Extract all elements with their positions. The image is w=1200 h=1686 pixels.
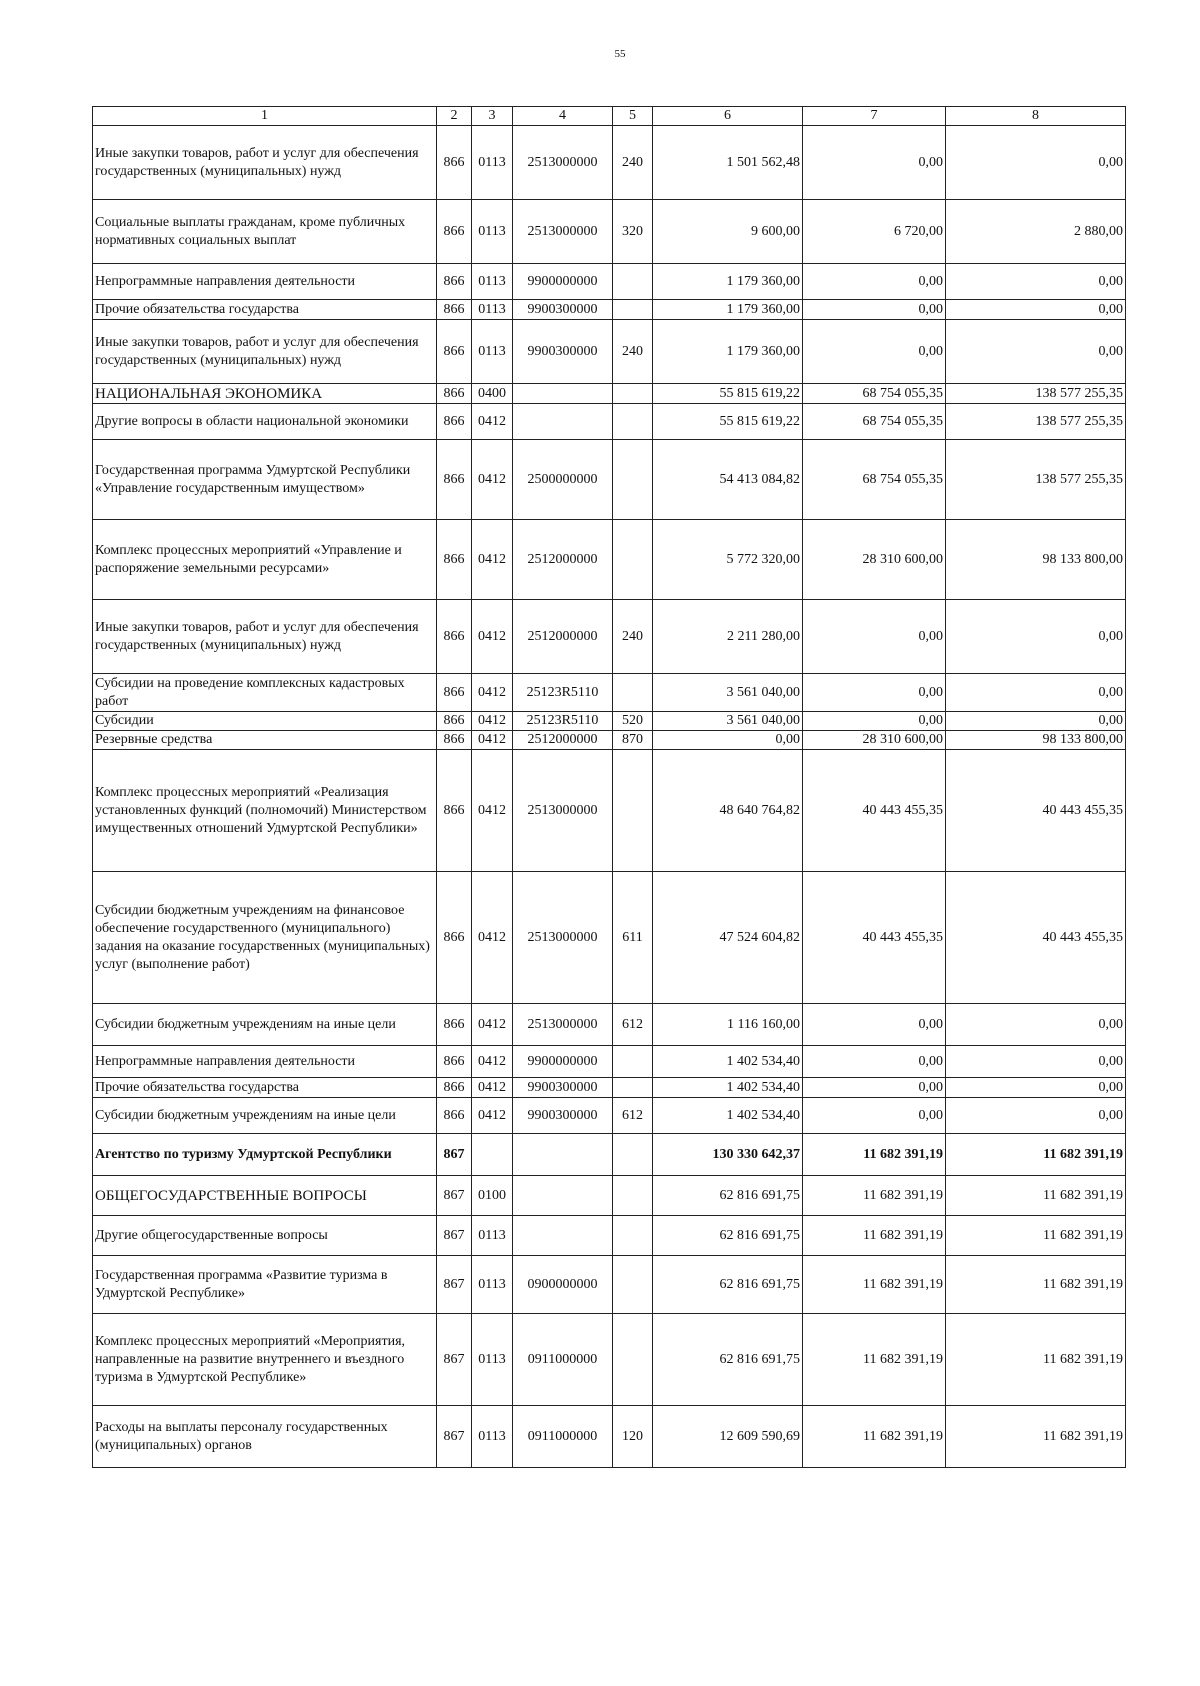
cell-expense-type: [613, 1314, 653, 1406]
cell-department-code: 866: [437, 300, 472, 320]
cell-amount-1: 130 330 642,37: [653, 1134, 803, 1176]
cell-amount-1: 1 402 534,40: [653, 1078, 803, 1098]
cell-amount-1: 3 561 040,00: [653, 674, 803, 712]
cell-amount-1: 3 561 040,00: [653, 712, 803, 731]
cell-section-code: 0412: [472, 731, 513, 750]
cell-amount-1: 9 600,00: [653, 200, 803, 264]
header-col-2: 2: [437, 107, 472, 126]
cell-section-code: 0113: [472, 1314, 513, 1406]
cell-section-code: 0412: [472, 1046, 513, 1078]
cell-amount-3: 11 682 391,19: [946, 1134, 1126, 1176]
cell-expense-name: Государственная программа Удмуртской Республики «Управление государственным имуществом»: [93, 440, 437, 520]
cell-section-code: [472, 1134, 513, 1176]
cell-amount-3: 0,00: [946, 126, 1126, 200]
cell-amount-3: 0,00: [946, 320, 1126, 384]
table-row: [93, 384, 1126, 404]
cell-amount-2: 11 682 391,19: [803, 1216, 946, 1256]
table-row: [93, 264, 1126, 300]
cell-amount-3: 11 682 391,19: [946, 1406, 1126, 1468]
cell-expense-name: Социальные выплаты гражданам, кроме публичных нормативных социальных выплат: [93, 200, 437, 264]
cell-amount-3: 138 577 255,35: [946, 384, 1126, 404]
cell-amount-3: 0,00: [946, 1098, 1126, 1134]
cell-target-article: 2512000000: [513, 731, 613, 750]
cell-section-code: 0113: [472, 300, 513, 320]
cell-expense-name: НАЦИОНАЛЬНАЯ ЭКОНОМИКА: [93, 384, 437, 404]
cell-target-article: 2513000000: [513, 750, 613, 872]
cell-amount-1: 62 816 691,75: [653, 1314, 803, 1406]
cell-amount-2: 28 310 600,00: [803, 520, 946, 600]
cell-expense-type: 240: [613, 600, 653, 674]
cell-amount-1: 12 609 590,69: [653, 1406, 803, 1468]
cell-amount-2: 11 682 391,19: [803, 1406, 946, 1468]
cell-section-code: 0113: [472, 1216, 513, 1256]
cell-amount-3: 0,00: [946, 1078, 1126, 1098]
cell-expense-type: 320: [613, 200, 653, 264]
cell-expense-name: Иные закупки товаров, работ и услуг для обеспечения государственных (муниципальных) нужд: [93, 126, 437, 200]
cell-expense-type: [613, 384, 653, 404]
table-row: [93, 1314, 1126, 1406]
cell-amount-3: 2 880,00: [946, 200, 1126, 264]
cell-amount-1: 1 179 360,00: [653, 320, 803, 384]
cell-target-article: 2512000000: [513, 520, 613, 600]
cell-amount-3: 0,00: [946, 1004, 1126, 1046]
cell-department-code: 866: [437, 731, 472, 750]
cell-amount-2: 6 720,00: [803, 200, 946, 264]
cell-amount-1: 48 640 764,82: [653, 750, 803, 872]
cell-expense-type: [613, 1176, 653, 1216]
cell-department-code: 867: [437, 1134, 472, 1176]
cell-amount-3: 0,00: [946, 264, 1126, 300]
cell-amount-1: 1 179 360,00: [653, 300, 803, 320]
cell-expense-name: Расходы на выплаты персоналу государственных (муниципальных) органов: [93, 1406, 437, 1468]
cell-expense-name: Субсидии бюджетным учреждениям на финансовое обеспечение государственного (муниципального) задания на оказание государственных (муниципальных) услуг (выполнение работ): [93, 872, 437, 1004]
cell-department-code: 867: [437, 1176, 472, 1216]
cell-amount-2: 11 682 391,19: [803, 1256, 946, 1314]
cell-expense-name: Другие вопросы в области национальной экономики: [93, 404, 437, 440]
cell-expense-name: Резервные средства: [93, 731, 437, 750]
cell-amount-1: 55 815 619,22: [653, 384, 803, 404]
cell-amount-2: 11 682 391,19: [803, 1176, 946, 1216]
cell-section-code: 0412: [472, 440, 513, 520]
cell-target-article: 2513000000: [513, 126, 613, 200]
cell-expense-type: [613, 264, 653, 300]
cell-department-code: 866: [437, 1098, 472, 1134]
cell-department-code: 866: [437, 126, 472, 200]
cell-amount-1: 1 501 562,48: [653, 126, 803, 200]
cell-expense-type: 611: [613, 872, 653, 1004]
cell-expense-name: Комплекс процессных мероприятий «Мероприятия, направленные на развитие внутреннего и въездного туризма в Удмуртской Республике»: [93, 1314, 437, 1406]
cell-expense-name: Непрограммные направления деятельности: [93, 264, 437, 300]
cell-expense-type: [613, 300, 653, 320]
cell-expense-name: Субсидии бюджетным учреждениям на иные цели: [93, 1004, 437, 1046]
cell-department-code: 866: [437, 320, 472, 384]
table-row: [93, 1078, 1126, 1098]
cell-expense-name: Государственная программа «Развитие туризма в Удмуртской Республике»: [93, 1256, 437, 1314]
table-row: [93, 300, 1126, 320]
cell-target-article: 2513000000: [513, 1004, 613, 1046]
cell-amount-2: 11 682 391,19: [803, 1314, 946, 1406]
cell-expense-type: [613, 404, 653, 440]
cell-section-code: 0412: [472, 872, 513, 1004]
cell-amount-2: 0,00: [803, 126, 946, 200]
cell-expense-name: Иные закупки товаров, работ и услуг для обеспечения государственных (муниципальных) нужд: [93, 320, 437, 384]
cell-target-article: 0900000000: [513, 1256, 613, 1314]
cell-amount-1: 47 524 604,82: [653, 872, 803, 1004]
cell-department-code: 866: [437, 712, 472, 731]
cell-target-article: 25123R5110: [513, 674, 613, 712]
header-col-1: 1: [93, 107, 437, 126]
cell-target-article: 2512000000: [513, 600, 613, 674]
cell-target-article: 2513000000: [513, 872, 613, 1004]
cell-department-code: 867: [437, 1406, 472, 1468]
cell-section-code: 0113: [472, 320, 513, 384]
cell-target-article: [513, 404, 613, 440]
cell-expense-type: 520: [613, 712, 653, 731]
cell-target-article: 9900000000: [513, 264, 613, 300]
cell-amount-1: 62 816 691,75: [653, 1176, 803, 1216]
cell-expense-name: Субсидии на проведение комплексных кадастровых работ: [93, 674, 437, 712]
cell-amount-3: 0,00: [946, 712, 1126, 731]
cell-amount-2: 0,00: [803, 1078, 946, 1098]
cell-section-code: 0412: [472, 600, 513, 674]
cell-section-code: 0412: [472, 404, 513, 440]
budget-table: [92, 106, 1126, 1468]
header-col-6: 6: [653, 107, 803, 126]
cell-amount-1: 62 816 691,75: [653, 1216, 803, 1256]
table-row: [93, 126, 1126, 200]
cell-amount-2: 28 310 600,00: [803, 731, 946, 750]
cell-amount-2: 40 443 455,35: [803, 872, 946, 1004]
cell-amount-3: 11 682 391,19: [946, 1314, 1126, 1406]
cell-amount-3: 98 133 800,00: [946, 520, 1126, 600]
cell-amount-2: 0,00: [803, 1098, 946, 1134]
cell-expense-type: [613, 1046, 653, 1078]
cell-target-article: [513, 1216, 613, 1256]
cell-department-code: 866: [437, 404, 472, 440]
cell-expense-type: [613, 1078, 653, 1098]
cell-amount-1: 1 402 534,40: [653, 1098, 803, 1134]
cell-department-code: 866: [437, 750, 472, 872]
cell-department-code: 866: [437, 264, 472, 300]
cell-target-article: 9900300000: [513, 1098, 613, 1134]
cell-department-code: 866: [437, 674, 472, 712]
cell-expense-type: 240: [613, 320, 653, 384]
cell-amount-3: 11 682 391,19: [946, 1256, 1126, 1314]
cell-expense-name: Прочие обязательства государства: [93, 300, 437, 320]
cell-section-code: 0113: [472, 264, 513, 300]
cell-amount-3: 0,00: [946, 674, 1126, 712]
cell-amount-3: 11 682 391,19: [946, 1176, 1126, 1216]
table-row: [93, 750, 1126, 872]
cell-amount-2: 0,00: [803, 674, 946, 712]
cell-expense-type: [613, 440, 653, 520]
cell-amount-3: 0,00: [946, 300, 1126, 320]
cell-department-code: 866: [437, 200, 472, 264]
table-row: [93, 1406, 1126, 1468]
cell-section-code: 0113: [472, 1256, 513, 1314]
cell-amount-2: 0,00: [803, 264, 946, 300]
cell-target-article: [513, 1134, 613, 1176]
cell-target-article: 25123R5110: [513, 712, 613, 731]
cell-department-code: 866: [437, 520, 472, 600]
cell-amount-1: 1 402 534,40: [653, 1046, 803, 1078]
cell-amount-3: 138 577 255,35: [946, 404, 1126, 440]
table-row: [93, 712, 1126, 731]
cell-amount-2: 0,00: [803, 1004, 946, 1046]
cell-target-article: 9900300000: [513, 1078, 613, 1098]
cell-amount-2: 0,00: [803, 1046, 946, 1078]
cell-amount-1: 55 815 619,22: [653, 404, 803, 440]
cell-expense-name: ОБЩЕГОСУДАРСТВЕННЫЕ ВОПРОСЫ: [93, 1176, 437, 1216]
cell-section-code: 0113: [472, 126, 513, 200]
cell-section-code: 0412: [472, 1004, 513, 1046]
cell-expense-type: 120: [613, 1406, 653, 1468]
header-col-8: 8: [946, 107, 1126, 126]
table-row: [93, 600, 1126, 674]
cell-department-code: 866: [437, 440, 472, 520]
cell-expense-name: Иные закупки товаров, работ и услуг для обеспечения государственных (муниципальных) нужд: [93, 600, 437, 674]
cell-department-code: 866: [437, 872, 472, 1004]
cell-expense-name: Субсидии: [93, 712, 437, 731]
cell-section-code: 0412: [472, 712, 513, 731]
cell-expense-name: Непрограммные направления деятельности: [93, 1046, 437, 1078]
cell-amount-2: 0,00: [803, 712, 946, 731]
table-row: [93, 1176, 1126, 1216]
cell-department-code: 866: [437, 1078, 472, 1098]
table-row: [93, 440, 1126, 520]
cell-expense-type: [613, 674, 653, 712]
cell-department-code: 866: [437, 1046, 472, 1078]
cell-expense-name: Другие общегосударственные вопросы: [93, 1216, 437, 1256]
header-col-7: 7: [803, 107, 946, 126]
cell-expense-type: 240: [613, 126, 653, 200]
cell-expense-type: [613, 520, 653, 600]
table-row: [93, 520, 1126, 600]
cell-section-code: 0113: [472, 200, 513, 264]
cell-expense-name: Комплекс процессных мероприятий «Реализация установленных функций (полномочий) Министерством имущественных отношений Удмуртской Республики»: [93, 750, 437, 872]
cell-amount-3: 40 443 455,35: [946, 872, 1126, 1004]
table-row: [93, 404, 1126, 440]
cell-target-article: [513, 1176, 613, 1216]
cell-department-code: 867: [437, 1256, 472, 1314]
cell-expense-type: 612: [613, 1098, 653, 1134]
cell-target-article: [513, 384, 613, 404]
table-row: [93, 872, 1126, 1004]
cell-amount-1: 54 413 084,82: [653, 440, 803, 520]
cell-expense-type: [613, 1256, 653, 1314]
cell-expense-name: Агентство по туризму Удмуртской Республики: [93, 1134, 437, 1176]
cell-amount-2: 0,00: [803, 600, 946, 674]
cell-section-code: 0412: [472, 750, 513, 872]
cell-amount-3: 98 133 800,00: [946, 731, 1126, 750]
cell-amount-2: 40 443 455,35: [803, 750, 946, 872]
cell-section-code: 0412: [472, 1078, 513, 1098]
table-row: [93, 1256, 1126, 1314]
cell-amount-3: 0,00: [946, 600, 1126, 674]
cell-department-code: 866: [437, 600, 472, 674]
cell-amount-2: 11 682 391,19: [803, 1134, 946, 1176]
cell-amount-2: 68 754 055,35: [803, 384, 946, 404]
table-row: [93, 200, 1126, 264]
cell-target-article: 0911000000: [513, 1314, 613, 1406]
cell-expense-type: [613, 1134, 653, 1176]
cell-department-code: 867: [437, 1314, 472, 1406]
page-number: 55: [614, 48, 626, 60]
cell-amount-2: 0,00: [803, 300, 946, 320]
cell-amount-3: 11 682 391,19: [946, 1216, 1126, 1256]
cell-expense-name: Прочие обязательства государства: [93, 1078, 437, 1098]
cell-expense-name: Комплекс процессных мероприятий «Управление и распоряжение земельными ресурсами»: [93, 520, 437, 600]
cell-amount-3: 40 443 455,35: [946, 750, 1126, 872]
cell-expense-type: 612: [613, 1004, 653, 1046]
table-row: [93, 1046, 1126, 1078]
header-col-4: 4: [513, 107, 613, 126]
table-row: [93, 1098, 1126, 1134]
cell-section-code: 0412: [472, 1098, 513, 1134]
cell-amount-1: 1 116 160,00: [653, 1004, 803, 1046]
table-body: [93, 126, 1126, 1468]
cell-expense-type: [613, 1216, 653, 1256]
cell-target-article: 2500000000: [513, 440, 613, 520]
header-col-3: 3: [472, 107, 513, 126]
cell-department-code: 866: [437, 384, 472, 404]
cell-amount-1: 1 179 360,00: [653, 264, 803, 300]
table-row: [93, 320, 1126, 384]
header-row: [93, 107, 1126, 126]
cell-expense-name: Субсидии бюджетным учреждениям на иные цели: [93, 1098, 437, 1134]
header-col-5: 5: [613, 107, 653, 126]
table-row: [93, 1004, 1126, 1046]
cell-expense-type: [613, 750, 653, 872]
table-row: [93, 731, 1126, 750]
cell-target-article: 9900300000: [513, 300, 613, 320]
table-row: [93, 1134, 1126, 1176]
cell-amount-1: 5 772 320,00: [653, 520, 803, 600]
cell-section-code: 0100: [472, 1176, 513, 1216]
cell-amount-1: 2 211 280,00: [653, 600, 803, 674]
cell-section-code: 0400: [472, 384, 513, 404]
cell-amount-1: 0,00: [653, 731, 803, 750]
cell-amount-2: 0,00: [803, 320, 946, 384]
cell-department-code: 867: [437, 1216, 472, 1256]
table-row: [93, 1216, 1126, 1256]
cell-amount-2: 68 754 055,35: [803, 404, 946, 440]
cell-target-article: 0911000000: [513, 1406, 613, 1468]
cell-target-article: 2513000000: [513, 200, 613, 264]
cell-target-article: 9900300000: [513, 320, 613, 384]
table-row: [93, 674, 1126, 712]
cell-amount-2: 68 754 055,35: [803, 440, 946, 520]
cell-target-article: 9900000000: [513, 1046, 613, 1078]
cell-department-code: 866: [437, 1004, 472, 1046]
cell-expense-type: 870: [613, 731, 653, 750]
cell-amount-3: 0,00: [946, 1046, 1126, 1078]
cell-amount-3: 138 577 255,35: [946, 440, 1126, 520]
cell-section-code: 0412: [472, 520, 513, 600]
cell-amount-1: 62 816 691,75: [653, 1256, 803, 1314]
cell-section-code: 0412: [472, 674, 513, 712]
cell-section-code: 0113: [472, 1406, 513, 1468]
